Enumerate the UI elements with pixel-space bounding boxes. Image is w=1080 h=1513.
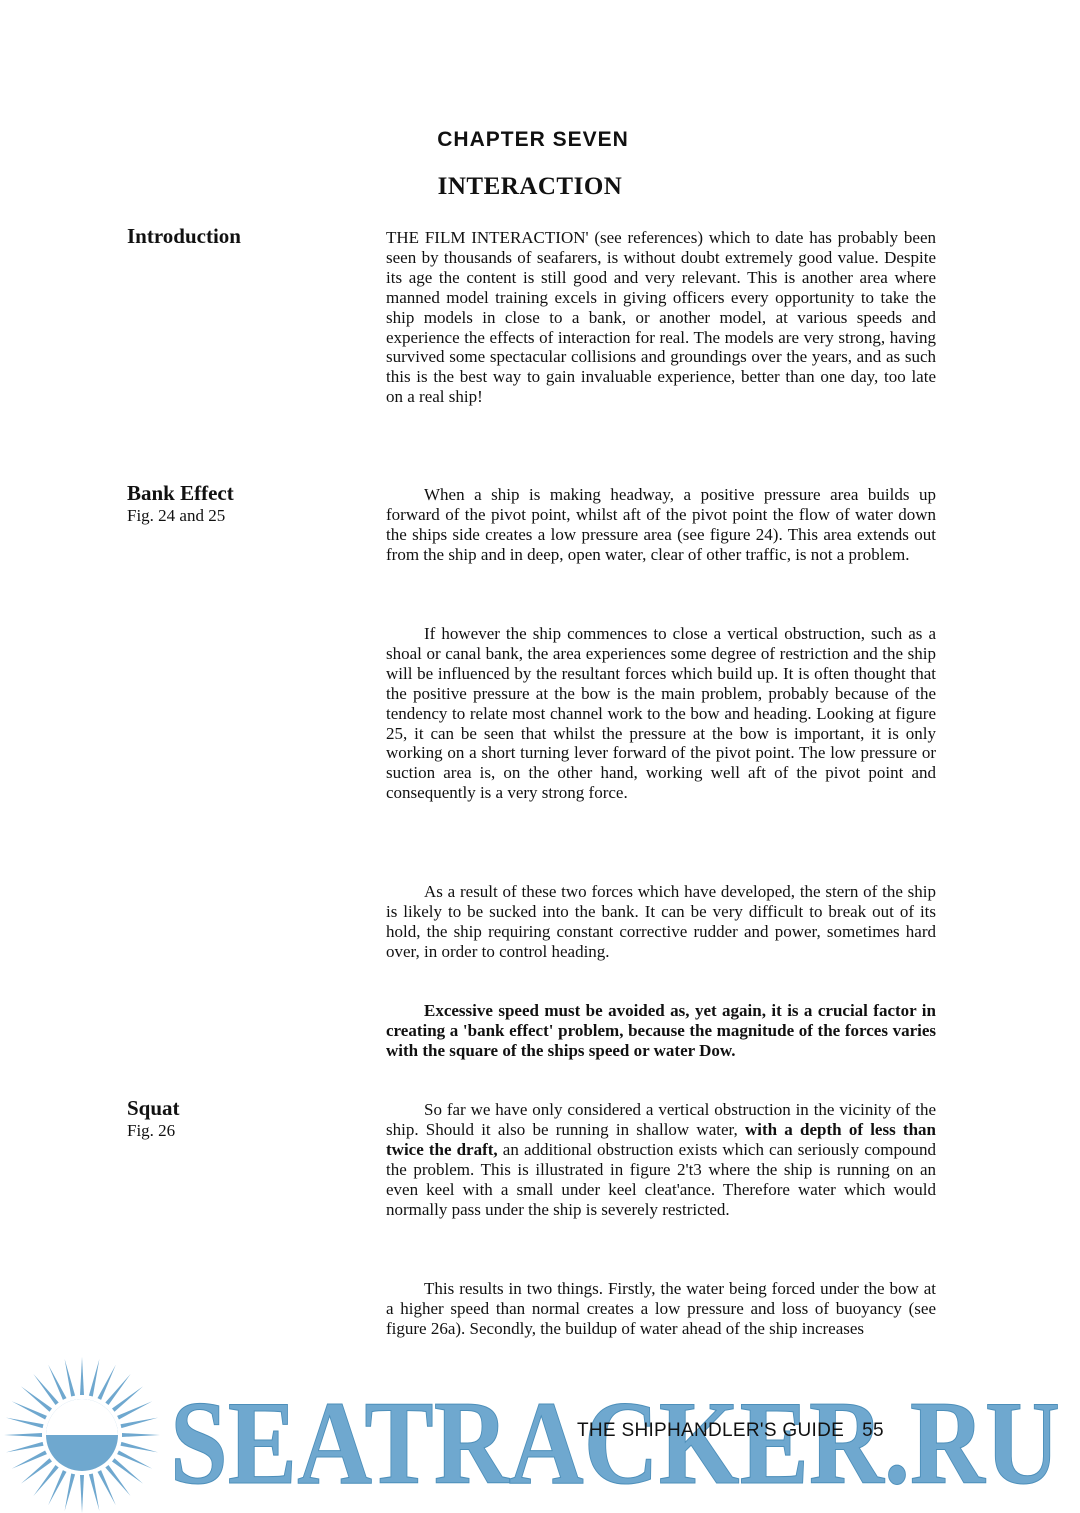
squat-figure-ref: Fig. 26	[127, 1121, 176, 1140]
squat-p1-text-after: an additional obstruction exists which can seriously compound the problem. This is illustrated in figure 2't3 where the ship is running on an even keel with a small under keel cleat'ance. Therefore water which would normally pass under the ship is severely restricted.	[386, 1139, 936, 1219]
sidebar-bank-effect	[127, 481, 234, 527]
watermark-text: SEATRACKER.RU	[170, 1376, 1060, 1509]
bank-effect-paragraph-2: If however the ship commences to close a vertical obstruction, such as a shoal or canal bank, the area experiences some degree of restriction and the ship will be influenced by the resultant forces which build up. It is often thought that the positive pressure at the bow is the main problem, probably because of the tendency to relate most channel work to the bow and heading. Looking at figure 25, it can be seen that whilst the pressure at the bow is important, it is only working on a short turning lever forward of the pivot point. The low pressure or suction area is, on the other hand, working well aft of the pivot point and consequently is a very strong force.	[386, 624, 936, 803]
page-title: INTERACTION	[437, 173, 623, 200]
bank-effect-paragraph-1: When a ship is making headway, a positive pressure area builds up forward of the pivot point, whilst aft of the pivot point the flow of water down the ships side creates a low pressure area (see figure 24). This area extends out from the ship and in deep, open water, clear of other traffic, is not a problem.	[386, 485, 936, 564]
sun-ray	[121, 1442, 159, 1453]
chapter-label: CHAPTER SEVEN	[437, 128, 629, 151]
squat-p1-bold-text: with a depth of less than twice the draft,	[386, 1119, 936, 1159]
sun-ray	[65, 1359, 76, 1397]
footer-book-title: THE SHIPHANDLER'S GUIDE	[577, 1420, 845, 1441]
sun-ray	[121, 1418, 159, 1429]
page-footer	[577, 1420, 884, 1442]
sidebar-squat	[127, 1096, 180, 1142]
sun-ray	[122, 1433, 160, 1437]
sidebar-introduction	[127, 224, 241, 248]
sun-ray	[80, 1475, 84, 1513]
sun-ray	[89, 1359, 100, 1397]
introduction-heading: Introduction	[127, 224, 241, 248]
introduction-paragraph: THE FILM INTERACTION' (see references) which to date has probably been seen by thousands of seafarers, is without doubt extremely good value. Despite its age the content is still good and very relevant. This is another area where manned model training excels in giving officers every opportunity to take the ship models in close to a bank, or another model, at various speeds and experience the effects of interaction for real. The models are very strong, having survived some spectacular collisions and groundings over the years, and as such this is the best way to gain invaluable experience, better than one day, too late on a real ship!	[386, 228, 936, 407]
squat-p1-text-before: So far we have only considered a vertical obstruction in the vicinity of the ship. Should it also be running in shallow water,	[386, 1100, 936, 1139]
sun-ray	[80, 1357, 84, 1395]
bank-effect-heading: Bank Effect	[127, 481, 234, 505]
bank-effect-figure-ref: Fig. 24 and 25	[127, 506, 226, 525]
sun-ray	[6, 1442, 44, 1453]
squat-paragraph-1	[386, 1100, 936, 1219]
sun-ray	[4, 1433, 42, 1437]
bank-effect-paragraph-4: Excessive speed must be avoided as, yet again, it is a crucial factor in creating a 'bank effect' problem, because the magnitude of the forces varies with the square of the ships speed or water Dow.	[386, 1001, 936, 1060]
sun-logo-icon	[4, 1357, 160, 1513]
bank-effect-paragraph-3: As a result of these two forces which have developed, the stern of the ship is likely to be sucked into the bank. It can be very difficult to break out of its hold, the ship requiring constant corrective rudder and power, sometimes hard over, in order to control heading.	[386, 882, 936, 961]
watermark	[0, 1355, 1080, 1513]
sun-ray	[65, 1474, 76, 1512]
squat-heading: Squat	[127, 1096, 180, 1120]
sun-ray	[6, 1418, 44, 1429]
sun-ray	[89, 1474, 100, 1512]
footer-page-number: 55	[862, 1420, 884, 1441]
squat-paragraph-2: This results in two things. Firstly, the water being forced under the bow at a higher speed than normal creates a low pressure and loss of buoyancy (see figure 26a). Secondly, the buildup of water ahead of the ship increases	[386, 1279, 936, 1338]
